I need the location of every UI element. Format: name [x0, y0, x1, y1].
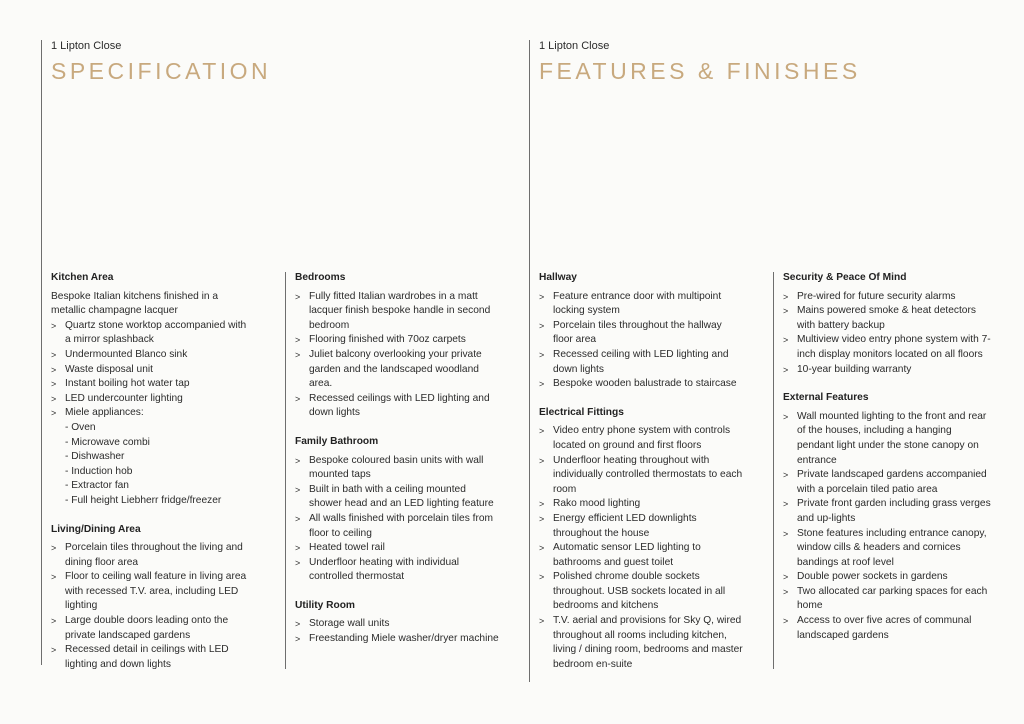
utility-heading: Utility Room: [295, 599, 355, 611]
list-item: > Porcelain tiles throughout the living and dining floor area: [51, 541, 251, 570]
list-item: > Video entry phone system with controls located on ground and first floors: [539, 424, 744, 453]
list-item: > Juliet balcony overlooking your private garden and the landscaped woodland area.: [295, 348, 500, 392]
bathroom-heading: Family Bathroom: [295, 435, 379, 447]
list-item: > Bespoke wooden balustrade to staircase: [539, 377, 744, 392]
kitchen-heading: Kitchen Area: [51, 272, 114, 283]
list-item: > Pre-wired for future security alarms: [783, 290, 991, 305]
list-item: > LED undercounter lighting: [51, 392, 251, 407]
security-heading: Security & Peace Of Mind: [783, 272, 907, 283]
list-item: > Heated towel rail: [295, 541, 500, 556]
list-item: > Rako mood lighting: [539, 497, 744, 512]
list-item: > Floor to ceiling wall feature in living area with recessed T.V. area, including LED lighting: [51, 570, 251, 614]
right-address: 1 Lipton Close: [539, 40, 610, 52]
list-item: > Wall mounted lighting to the front and rear of the houses, including a hanging pendant light under the stone canopy on entrance: [783, 410, 991, 468]
appliance-item: - Full height Liebherr fridge/freezer: [65, 494, 222, 506]
list-item: > Flooring finished with 70oz carpets: [295, 333, 500, 348]
utility-list: [295, 617, 500, 646]
list-item: > Fully fitted Italian wardrobes in a matt lacquer finish bespoke handle in second bedroom: [295, 290, 500, 334]
list-item: > Freestanding Miele washer/dryer machine: [295, 632, 500, 647]
security-list: [783, 290, 991, 378]
list-item: > Double power sockets in gardens: [783, 570, 991, 585]
list-item: > Waste disposal unit: [51, 363, 251, 378]
list-item: > T.V. aerial and provisions for Sky Q, wired throughout all rooms including kitchen, living / dining room, bedrooms and master bedroom en-suite: [539, 614, 744, 672]
list-item: > 10-year building warranty: [783, 363, 991, 378]
list-item: > Stone features including entrance canopy, window cills & headers and cornices bandings at roof level: [783, 527, 991, 571]
left-page-rule: [41, 40, 42, 665]
column-bedrooms-bathroom-utility: [295, 271, 500, 647]
list-item: > All walls finished with porcelain tiles from floor to ceiling: [295, 512, 500, 541]
column-divider-1: [285, 272, 286, 669]
electrical-heading: Electrical Fittings: [539, 406, 624, 418]
list-item: > Polished chrome double sockets throughout. USB sockets located in all bedrooms and kitchens: [539, 570, 744, 614]
list-item: > Large double doors leading onto the private landscaped gardens: [51, 614, 251, 643]
right-page-title: FEATURES & FINISHES: [539, 58, 861, 84]
list-item: > Undermounted Blanco sink: [51, 348, 251, 363]
list-item: > Access to over five acres of communal landscaped gardens: [783, 614, 991, 643]
column-kitchen-living: [51, 271, 251, 672]
list-item: > Underfloor heating with individual controlled thermostat: [295, 556, 500, 585]
list-item: > Recessed ceilings with LED lighting and down lights: [295, 392, 500, 421]
column-security-external: [783, 271, 991, 643]
list-item: > Bespoke coloured basin units with wall mounted taps: [295, 454, 500, 483]
list-item: > Energy efficient LED downlights throughout the house: [539, 512, 744, 541]
list-item: > Multiview video entry phone system with 7-inch display monitors located on all floors: [783, 333, 991, 362]
appliance-item: - Microwave combi: [65, 436, 150, 448]
list-item: > Quartz stone worktop accompanied with a mirror splashback: [51, 319, 251, 348]
list-item: > Automatic sensor LED lighting to bathrooms and guest toilet: [539, 541, 744, 570]
center-page-rule: [529, 40, 530, 682]
list-item: > Instant boiling hot water tap: [51, 377, 251, 392]
column-hallway-electrical: [539, 271, 744, 672]
list-item: > Porcelain tiles throughout the hallway floor area: [539, 319, 744, 348]
hallway-heading: Hallway: [539, 272, 577, 283]
left-page-title: SPECIFICATION: [51, 58, 272, 84]
list-item: > Built in bath with a ceiling mounted shower head and an LED lighting feature: [295, 483, 500, 512]
external-heading: External Features: [783, 392, 869, 404]
bathroom-list: [295, 454, 500, 585]
external-list: [783, 410, 991, 644]
list-item: > Mains powered smoke & heat detectors with battery backup: [783, 304, 991, 333]
left-address: 1 Lipton Close: [51, 40, 122, 52]
kitchen-intro: Bespoke Italian kitchens finished in a metallic champagne lacquer: [51, 290, 219, 317]
bedrooms-heading: Bedrooms: [295, 272, 346, 283]
list-item: > Private front garden including grass verges and up-lights: [783, 497, 991, 526]
list-item: > Private landscaped gardens accompanied with a porcelain tiled patio area: [783, 468, 991, 497]
appliance-item: - Dishwasher: [65, 451, 125, 463]
appliance-item: - Extractor fan: [65, 480, 129, 492]
list-item: > Recessed detail in ceilings with LED lighting and down lights: [51, 643, 251, 672]
hallway-list: [539, 290, 744, 392]
list-item: > Two allocated car parking spaces for each home: [783, 585, 991, 614]
column-divider-3: [773, 272, 774, 669]
list-item: > Storage wall units: [295, 617, 500, 632]
living-heading: Living/Dining Area: [51, 523, 141, 535]
list-item: > Feature entrance door with multipoint locking system: [539, 290, 744, 319]
list-item: > Underfloor heating throughout with individually controlled thermostats to each room: [539, 454, 744, 498]
appliance-item: - Induction hob: [65, 465, 133, 477]
kitchen-list: [51, 319, 251, 509]
appliance-item: - Oven: [65, 421, 96, 433]
living-list: [51, 541, 251, 672]
electrical-list: [539, 424, 744, 672]
list-item: > Miele appliances:: [51, 406, 251, 421]
list-item: > Recessed ceiling with LED lighting and down lights: [539, 348, 744, 377]
bedrooms-list: [295, 290, 500, 421]
